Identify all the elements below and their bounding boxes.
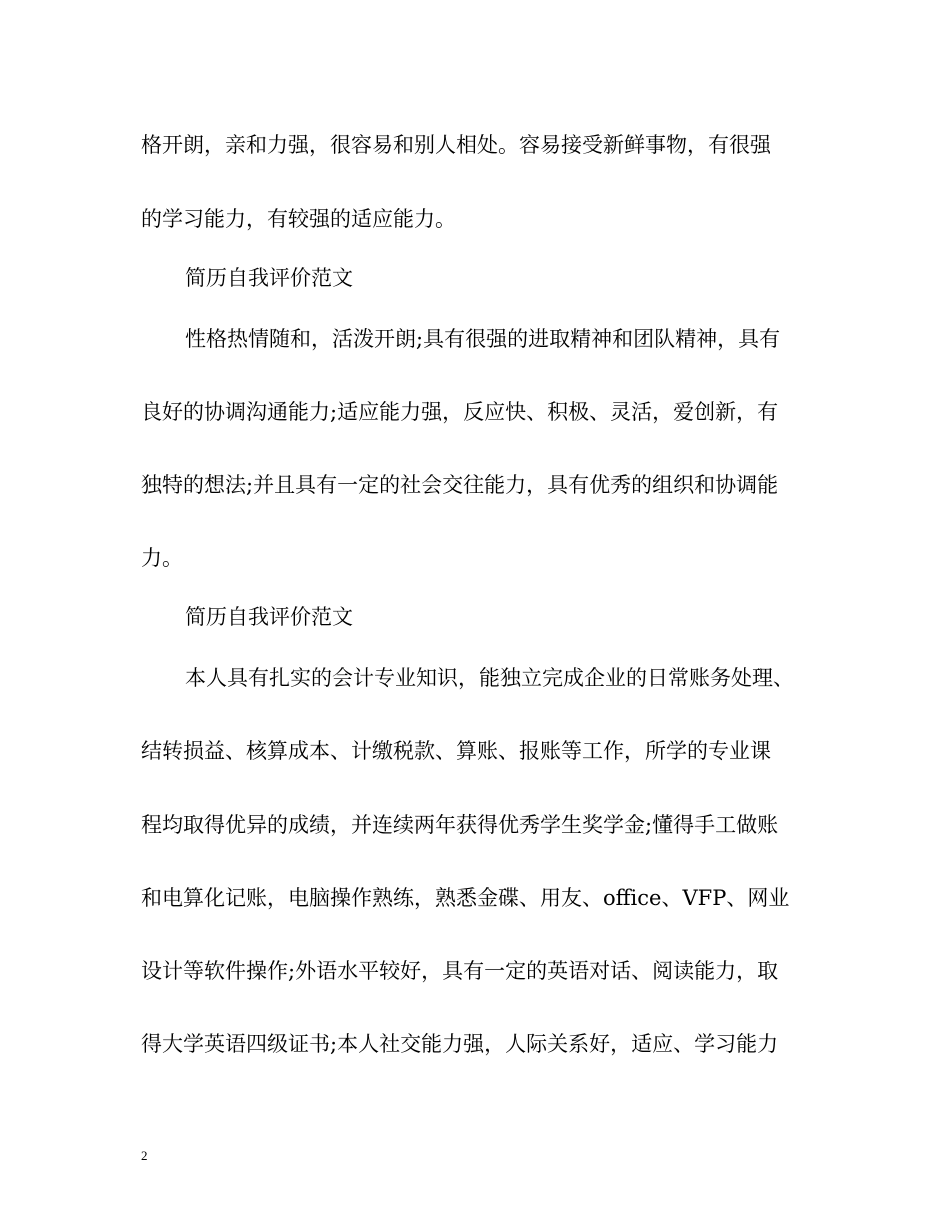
paragraph-line: 的学习能力，有较强的适应能力。 bbox=[141, 207, 456, 231]
paragraph-line: 性格热情随和，活泼开朗;具有很强的进取精神和团队精神，具有 bbox=[185, 327, 781, 351]
paragraph-line: 得大学英语四级证书;本人社交能力强，人际关系好，适应、学习能力 bbox=[141, 1032, 779, 1056]
paragraph-line: 程均取得优异的成绩，并连续两年获得优秀学生奖学金;懂得手工做账 bbox=[141, 813, 779, 837]
paragraph-line: 良好的协调沟通能力;适应能力强，反应快、积极、灵活，爱创新，有 bbox=[141, 400, 779, 424]
paragraph-line: 格开朗，亲和力强，很容易和别人相处。容易接受新鲜事物，有很强 bbox=[141, 133, 771, 157]
paragraph-line: 独特的想法;并且具有一定的社会交往能力，具有优秀的组织和协调能 bbox=[141, 473, 779, 497]
paragraph-line: 设计等软件操作;外语水平较好，具有一定的英语对话、阅读能力，取 bbox=[141, 959, 779, 983]
section-heading: 简历自我评价范文 bbox=[185, 266, 353, 290]
paragraph-line: 本人具有扎实的会计专业知识，能独立完成企业的日常账务处理、 bbox=[185, 666, 794, 690]
paragraph-line: 结转损益、核算成本、计缴税款、算账、报账等工作，所学的专业课 bbox=[141, 739, 771, 763]
paragraph-line: 和电算化记账，电脑操作熟练，熟悉金碟、用友、office、VFP、网业 bbox=[141, 886, 790, 910]
section-heading: 简历自我评价范文 bbox=[185, 605, 353, 629]
paragraph-line: 力。 bbox=[141, 546, 183, 570]
page-number: 2 bbox=[141, 1148, 148, 1163]
